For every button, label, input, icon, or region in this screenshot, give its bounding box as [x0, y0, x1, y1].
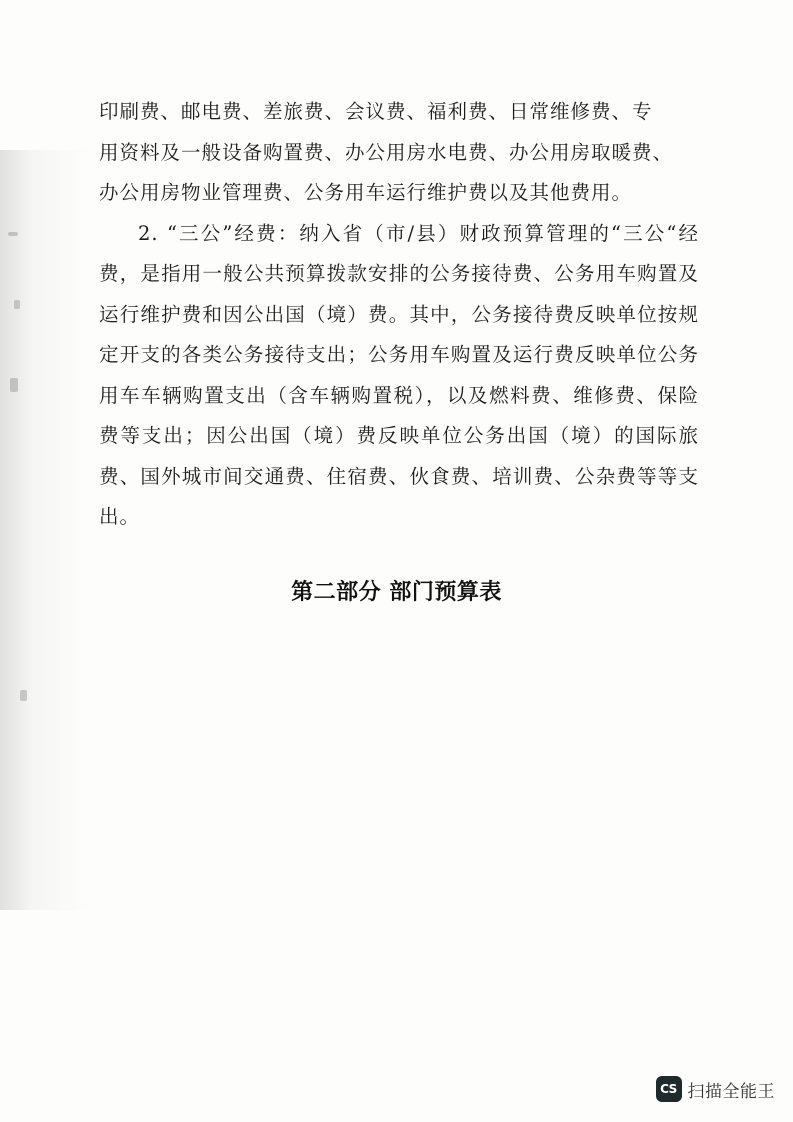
text-line: 印刷费、邮电费、差旅费、会议费、福利费、日常维修费、专: [99, 100, 653, 123]
scan-speck: [14, 300, 20, 309]
paragraph-san-gong: 2. “三公”经费：纳入省（市/县）财政预算管理的“三公“经费，是指用一般公共预算拨款安排的公务接待费、公务用车购置及运行维护费和因公出国（境）费。其中，公务接待费反映单位按规定开支的各类公务接待支出；公务用车购置及运行费反映单位公务用车车辆购置支出（含车辆购置税），以及燃料费、维修费、保险费等支出；因公出国（境）费反映单位公务出国（境）的国际旅费、国外城市间交通费、住宿费、伙食费、培训费、公杂费等等支出。: [99, 221, 699, 528]
scan-speck: [20, 690, 27, 701]
scan-edge-shadow: [0, 150, 90, 910]
watermark-label: 扫描全能王: [687, 1081, 775, 1102]
scan-speck: [8, 232, 18, 236]
scanner-watermark: [656, 1076, 776, 1102]
body-text: [99, 92, 699, 538]
section-title: 第二部分 部门预算表: [291, 580, 502, 605]
text-line: 用资料及一般设备购置费、办公用房水电费、办公用房取暖费、: [99, 140, 674, 164]
text-line: 办公用房物业管理费、公务用车运行维护费以及其他费用。: [99, 181, 633, 204]
scan-speck: [10, 378, 18, 392]
camscanner-logo-icon: CS: [656, 1076, 682, 1102]
